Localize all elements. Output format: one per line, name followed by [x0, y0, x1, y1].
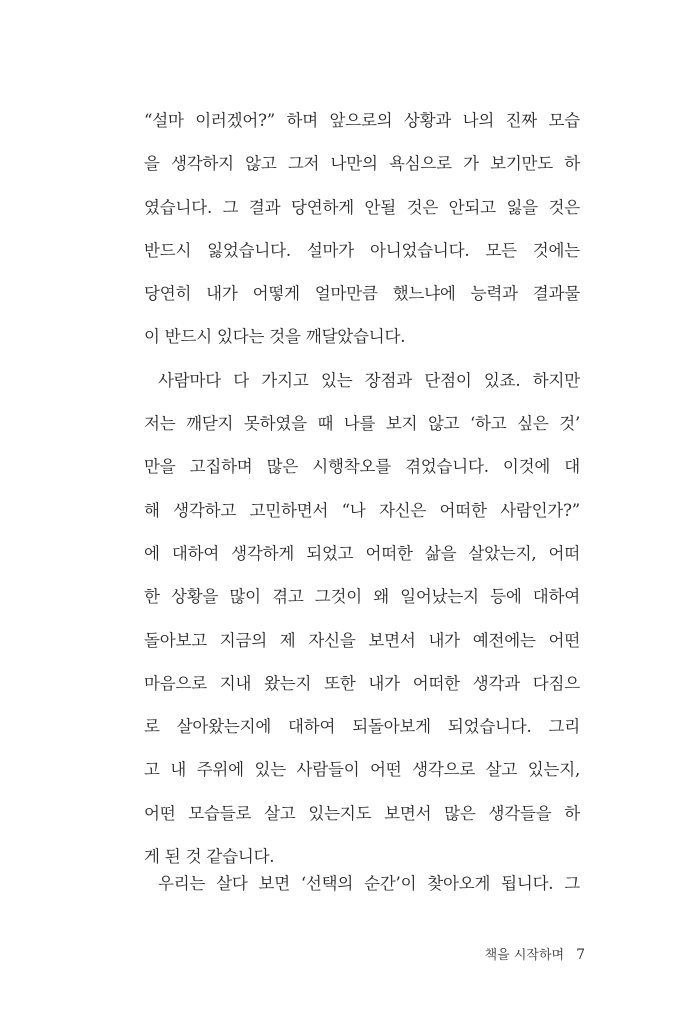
- paragraph-2-line: 돌아보고 지금의 제 자신을 보면서 내가 예전에는 어떤: [144, 630, 580, 650]
- paragraph-1-line: 반드시 잃었습니다. 설마가 아니었습니다. 모든 것에는: [144, 240, 580, 260]
- paragraph-2-line: 게 된 것 같습니다.: [144, 847, 275, 867]
- paragraph-1-line: “설마 이러겠어?” 하며 앞으로의 상황과 나의 진짜 모습: [144, 111, 580, 130]
- paragraph-2-line: 만을 고집하며 많은 시행착오를 겪었습니다. 이것에 대: [144, 457, 580, 477]
- paragraph-1-line: 당연히 내가 어떻게 얼마만큼 했느냐에 능력과 결과물: [144, 284, 580, 304]
- paragraph-2-line: 어떤 모습들로 살고 있는지도 보면서 많은 생각들을 하: [144, 803, 580, 823]
- body-text-lower: [144, 862, 580, 905]
- paragraph-2-line: 사람마다 다 가지고 있는 장점과 단점이 있죠. 하지만: [158, 370, 580, 390]
- page-number: 7: [576, 947, 585, 963]
- paragraph-2-line: 저는 깨닫지 못하였을 때 나를 보지 않고 ‘하고 싶은 것’: [144, 414, 580, 434]
- paragraph-2-line: 로 살아왔는지에 대하여 되돌아보게 되었습니다. 그리: [144, 717, 580, 737]
- paragraph-2-line: 한 상황을 많이 겪고 그것이 왜 일어났는지 등에 대하여: [144, 587, 580, 607]
- running-footer: [485, 944, 585, 963]
- paragraph-1-line: 을 생각하지 않고 그저 나만의 욕심으로 가 보기만도 하: [144, 154, 580, 174]
- paragraph-1-line: 였습니다. 그 결과 당연하게 안될 것은 안되고 잃을 것은: [144, 197, 580, 217]
- chapter-title: 책을 시작하며: [484, 948, 565, 963]
- paragraph-2-line: 고 내 주위에 있는 사람들이 어떤 생각으로 살고 있는지,: [144, 760, 580, 780]
- paragraph-2-line: 해 생각하고 고민하면서 “나 자신은 어떠한 사람인가?”: [144, 500, 580, 520]
- paragraph-3-line: 우리는 살다 보면 ‘선택의 순간’이 찾아오게 됩니다. 그: [158, 874, 580, 893]
- paragraph-2-line: 마음으로 지내 왔는지 또한 내가 어떠한 생각과 다짐으: [144, 673, 580, 693]
- body-text-upper: [144, 99, 580, 878]
- paragraph-2-line: 에 대하여 생각하게 되었고 어떠한 삶을 살았는지, 어떠: [144, 543, 580, 563]
- paragraph-1-line: 이 반드시 있다는 것을 깨달았습니다.: [144, 327, 406, 347]
